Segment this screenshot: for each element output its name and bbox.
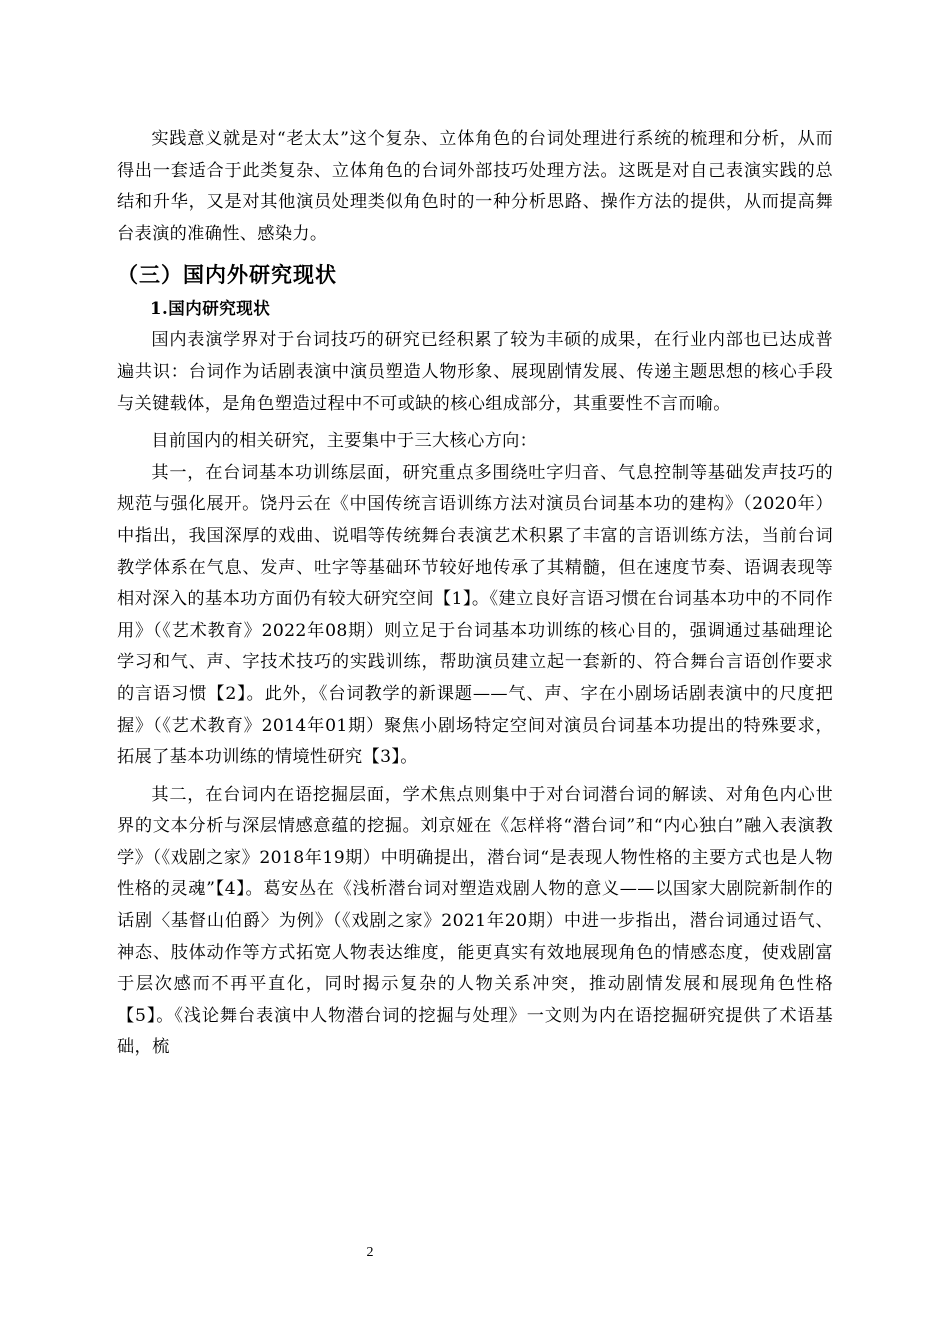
subsection-heading: 1.国内研究现状 (150, 299, 271, 319)
intro-paragraph: 实践意义就是对“老太太”这个复杂、立体角色的台词处理进行系统的梳理和分析，从而得出一套适合于此类复杂、立体角色的台词外部技巧处理方法。这既是对自己表演实践的总结和升华，又是对其他演员处理类似角色时的一种分析思路、操作方法的提供，从而提高舞台表演的准确性、感染力。 (117, 129, 833, 244)
body-paragraph: 其一，在台词基本功训练层面，研究重点多围绕吐字归音、气息控制等基础发声技巧的规范与强化展开。饶丹云在《中国传统言语训练方法对演员台词基本功的建构》（2020年）中指出，我国深厚的戏曲、说唱等传统舞台表演艺术积累了丰富的言语训练方法，当前台词教学体系在气息、发声、吐字等基础环节较好地传承了其精髓，但在速度节奏、语调表现等相对深入的基本功方面仍有较大研究空间【1】。《建立良好言语习惯在台词基本功中的不同作用》（《艺术教育》2022年08期）则立足于台词基本功训练的核心目的，强调通过基础理论学习和气、声、字技术技巧的实践训练，帮助演员建立起一套新的、符合舞台言语创作要求的言语习惯【2】。此外，《台词教学的新课题——气、声、字在小剧场话剧表演中的尺度把握》（《艺术教育》2014年01期）聚焦小剧场特定空间对演员台词基本功提出的特殊要求，拓展了基本功训练的情境性研究【3】。 (117, 462, 833, 768)
body-paragraph: 其二，在台词内在语挖掘层面，学术焦点则集中于对台词潜台词的解读、对角色内心世界的文本分析与深层情感意蕴的挖掘。刘京娅在《怎样将“潜台词”和“内心独白”融入表演教学》（《戏剧之家》2018年19期）中明确提出，潜台词“是表现人物性格的主要方式也是人物性格的灵魂”【4】。葛安丛在《浅析潜台词对塑造戏剧人物的意义——以国家大剧院新制作的话剧〈基督山伯爵〉为例》（《戏剧之家》2021年20期）中进一步指出，潜台词通过语气、神态、肢体动作等方式拓宽人物表达维度，能更真实有效地展现角色的情感态度，使戏剧富于层次感而不再平直化，同时揭示复杂的人物关系冲突，推动剧情发展和展现角色性格【5】。《浅论舞台表演中人物潜台词的挖掘与处理》一文则为内在语挖掘研究提供了术语基础，梳 (117, 784, 833, 1058)
spacer (117, 250, 833, 256)
body-paragraph: 目前国内的相关研究，主要集中于三大核心方向： (151, 431, 538, 452)
page-number: 2 (366, 1245, 374, 1260)
document-body (117, 124, 833, 1064)
body-paragraph: 国内表演学界对于台词技巧的研究已经积累了较为丰硕的成果，在行业内部也已达成普遍共识：台词作为话剧表演中演员塑造人物形象、展现剧情发展、传递主题思想的核心手段与关键载体，是角色塑造过程中不可或缺的核心组成部分，其重要性不言而喻。 (117, 330, 833, 414)
section-heading: （三）国内外研究现状 (117, 262, 337, 288)
